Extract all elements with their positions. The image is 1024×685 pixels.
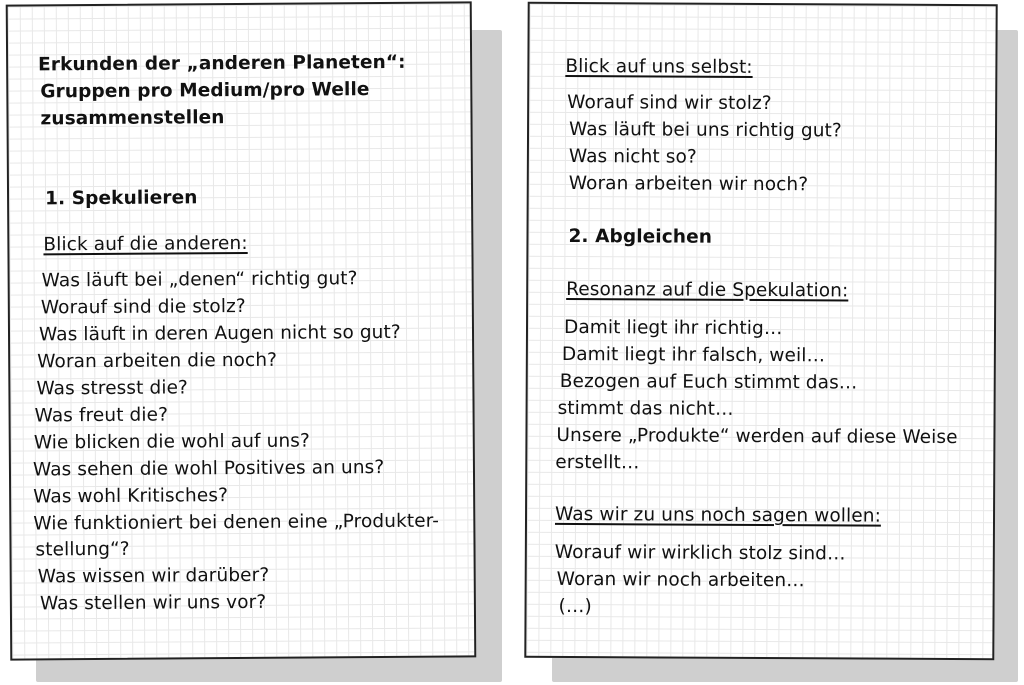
- left-sheet: [6, 1, 477, 660]
- question-item: Worauf sind die stolz?: [40, 295, 246, 319]
- section-heading-compare: 2. Abgleichen: [568, 225, 713, 248]
- resonance-line: Damit liegt ihr falsch, weil…: [561, 343, 826, 367]
- self-question-item: Woran arbeiten wir noch?: [568, 172, 809, 196]
- subheading-self: Blick auf uns selbst:: [565, 55, 753, 78]
- question-item: Was freut die?: [34, 404, 169, 427]
- closing-line: Worauf wir wirklich stolz sind…: [554, 541, 846, 565]
- section-heading-speculate: 1. Spekulieren: [44, 187, 198, 210]
- resonance-line: Damit liegt ihr richtig…: [563, 316, 783, 340]
- question-item: Was läuft bei „denen“ richtig gut?: [41, 268, 358, 292]
- self-question-item: Worauf sind wir stolz?: [567, 91, 772, 115]
- self-question-item: Was läuft bei uns richtig gut?: [568, 118, 842, 142]
- subheading-resonance: Resonanz auf die Spekulation:: [566, 278, 849, 302]
- question-item: Woran arbeiten die noch?: [37, 349, 278, 373]
- question-item: Was wohl Kritisches?: [33, 485, 229, 508]
- title-line: Gruppen pro Medium/pro Welle: [40, 79, 370, 103]
- question-item: Was stellen wir uns vor?: [39, 591, 267, 615]
- subheading-closing: Was wir zu uns noch sagen wollen:: [554, 503, 881, 527]
- question-item: Was wissen wir darüber?: [37, 564, 270, 588]
- resonance-line: stimmt das nicht…: [557, 397, 734, 420]
- title-line: zusammenstellen: [40, 107, 225, 130]
- subheading-others: Blick auf die anderen:: [43, 232, 248, 256]
- question-item: stellung“?: [35, 538, 130, 561]
- question-item: Wie blicken die wohl auf uns?: [33, 430, 310, 454]
- closing-line: (…): [558, 595, 592, 618]
- resonance-line: erstellt…: [555, 451, 640, 474]
- right-sheet: [524, 2, 997, 660]
- question-item: Was läuft in deren Augen nicht so gut?: [38, 321, 401, 346]
- resonance-line: Unsere „Produkte“ werden auf diese Weise: [556, 424, 958, 449]
- title-line: Erkunden der „anderen Planeten“:: [38, 51, 406, 76]
- question-item: Was stresst die?: [36, 377, 189, 400]
- question-item: Wie funktioniert bei denen eine „Produkter-: [33, 510, 440, 535]
- closing-line: Woran wir noch arbeiten…: [556, 568, 805, 592]
- self-question-item: Was nicht so?: [568, 145, 697, 168]
- question-item: Was sehen die wohl Positives an uns?: [32, 457, 385, 481]
- resonance-line: Bezogen auf Euch stimmt das…: [559, 370, 858, 394]
